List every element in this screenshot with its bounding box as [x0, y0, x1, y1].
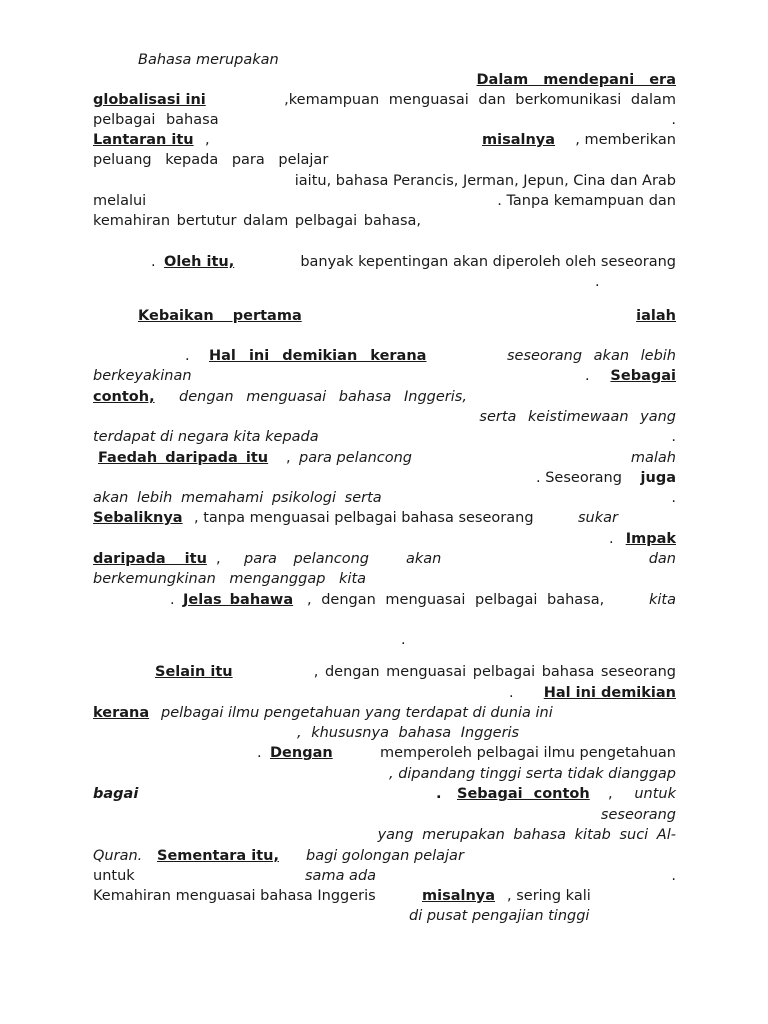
text-span: akan lebih memahami psikologi serta — [93, 490, 382, 506]
text-span: akan — [406, 551, 442, 567]
text-line — [93, 703, 676, 723]
text-span: sukar — [578, 510, 618, 526]
discourse-marker: Sebagai — [610, 368, 676, 384]
text-span: terdapat di negara kita kepada — [93, 429, 319, 445]
discourse-marker: Impak — [625, 531, 676, 547]
text-span: untuk — [93, 868, 135, 884]
text-span: . — [671, 112, 676, 128]
text-line — [93, 784, 676, 804]
text-span: bagi golongan pelajar — [306, 848, 464, 864]
discourse-marker: misalnya — [422, 888, 496, 904]
text-span: melalui — [93, 193, 147, 209]
text-line — [93, 630, 676, 650]
text-line — [93, 569, 676, 589]
text-line — [93, 150, 676, 170]
discourse-marker: Faedah daripada itu — [98, 450, 269, 466]
discourse-marker: Hal ini demikian — [543, 685, 676, 701]
text-line — [93, 90, 676, 110]
text-span: . — [151, 254, 156, 270]
text-line — [93, 529, 676, 549]
text-span: Kemahiran menguasai bahasa Inggeris — [93, 888, 376, 904]
discourse-marker: Sebagai contoh — [457, 786, 590, 802]
text-span: para pelancong — [244, 551, 370, 567]
text-span: , — [286, 450, 296, 466]
text-span: , — [216, 551, 221, 567]
text-line — [93, 252, 676, 272]
text-line — [93, 407, 676, 427]
text-line — [93, 50, 676, 70]
text-span: ,kemampuan menguasai dan berkomunikasi dalam — [284, 92, 676, 108]
text-span: dan — [648, 551, 676, 567]
text-line — [93, 191, 676, 211]
text-span: berkeyakinan — [93, 368, 192, 384]
text-span: serta keistimewaan yang — [479, 409, 676, 425]
text-span: . — [609, 531, 614, 547]
text-span: , tanpa menguasai pelbagai bahasa seseorang — [194, 510, 534, 526]
discourse-marker: daripada itu — [93, 551, 207, 567]
discourse-marker: Dalam mendepani era — [476, 72, 676, 88]
text-line — [93, 723, 676, 743]
text-span: , dengan menguasai pelbagai bahasa, — [307, 592, 605, 608]
text-line — [93, 171, 676, 191]
discourse-marker: Sebaliknya — [93, 510, 183, 526]
discourse-marker: globalisasi ini — [93, 92, 206, 108]
discourse-marker: misalnya — [482, 132, 556, 148]
discourse-marker: ialah — [636, 308, 676, 324]
discourse-marker: contoh, — [93, 389, 155, 405]
text-span: juga — [640, 470, 676, 486]
text-span: . — [509, 685, 514, 701]
text-span: kemahiran bertutur dalam pelbagai bahasa, — [93, 213, 422, 229]
text-span: . — [595, 274, 600, 290]
text-span: , khususnya bahasa Inggeris — [297, 725, 520, 741]
text-line — [93, 130, 676, 150]
text-span: , memberikan — [575, 132, 676, 148]
text-line — [93, 346, 676, 366]
discourse-marker: Lantaran itu — [93, 132, 194, 148]
text-line — [93, 866, 676, 886]
text-line — [93, 683, 676, 703]
text-span: . — [671, 868, 676, 884]
text-line — [93, 764, 676, 784]
text-span: iaitu, bahasa Perancis, Jerman, Jepun, Cina dan Arab — [294, 173, 676, 189]
text-span: , dengan menguasai pelbagai bahasa seseorang — [313, 664, 676, 680]
text-span: peluang kepada para pelajar — [93, 152, 329, 168]
text-span: . — [401, 632, 406, 648]
text-span: . — [671, 490, 676, 506]
text-line — [93, 846, 676, 866]
text-line — [93, 549, 676, 569]
text-span: kita — [649, 592, 676, 608]
text-line — [93, 886, 676, 906]
text-span: pelbagai bahasa — [93, 112, 219, 128]
text-span: pelbagai ilmu pengetahuan yang terdapat di dunia ini — [161, 705, 553, 721]
text-line — [93, 590, 676, 610]
text-span: sama ada — [305, 868, 377, 884]
text-span: Quran. — [93, 848, 143, 864]
discourse-marker: Kebaikan pertama — [138, 308, 302, 324]
text-span: para pelancong — [299, 450, 413, 466]
discourse-marker: kerana — [93, 705, 150, 721]
discourse-marker: Selain itu — [155, 664, 233, 680]
text-span: . — [170, 592, 175, 608]
discourse-marker: Dengan — [270, 745, 333, 761]
text-span: . Tanpa kemampuan dan — [497, 193, 676, 209]
text-span: , — [205, 132, 210, 148]
text-span: untuk — [634, 786, 676, 802]
text-line — [93, 427, 676, 447]
text-line — [93, 508, 676, 528]
discourse-marker: Hal ini demikian kerana — [209, 348, 427, 364]
text-line — [93, 272, 676, 292]
discourse-marker: Jelas bahawa — [183, 592, 294, 608]
text-line — [93, 211, 676, 231]
text-line — [93, 448, 676, 468]
text-span: . — [671, 429, 676, 445]
discourse-marker: Oleh itu, — [164, 254, 235, 270]
text-span: . — [257, 745, 262, 761]
text-span: memperoleh pelbagai ilmu pengetahuan — [380, 745, 676, 761]
text-line — [93, 70, 676, 90]
text-line — [93, 468, 676, 488]
text-line — [93, 805, 676, 825]
text-line — [93, 906, 676, 926]
text-span: , dipandang tinggi serta tidak dianggap — [388, 766, 676, 782]
text-line — [93, 366, 676, 386]
text-span: seseorang — [600, 807, 676, 823]
text-span: malah — [630, 450, 676, 466]
text-span: . — [585, 368, 590, 384]
text-span: di pusat pengajian tinggi — [409, 908, 590, 924]
text-span: banyak kepentingan akan diperoleh oleh seseorang — [300, 254, 676, 270]
text-span: dengan menguasai bahasa Inggeris, — [179, 389, 467, 405]
text-line — [93, 743, 676, 763]
text-line — [93, 110, 676, 130]
text-span: seseorang akan lebih — [506, 348, 676, 364]
text-line — [93, 488, 676, 508]
text-span: bagai — [93, 786, 139, 802]
text-span: , sering kali — [507, 888, 591, 904]
text-line — [93, 825, 676, 845]
text-span: . — [185, 348, 190, 364]
text-span: berkemungkinan menganggap kita — [93, 571, 367, 587]
text-span: Bahasa merupakan — [138, 52, 279, 68]
text-span: . — [436, 786, 442, 802]
text-line — [93, 662, 676, 682]
text-span: yang merupakan bahasa kitab suci Al- — [377, 827, 676, 843]
text-span: . Seseorang — [536, 470, 622, 486]
discourse-marker: Sementara itu, — [157, 848, 279, 864]
text-span: , — [608, 786, 613, 802]
text-line — [93, 387, 676, 407]
text-line — [93, 306, 676, 326]
